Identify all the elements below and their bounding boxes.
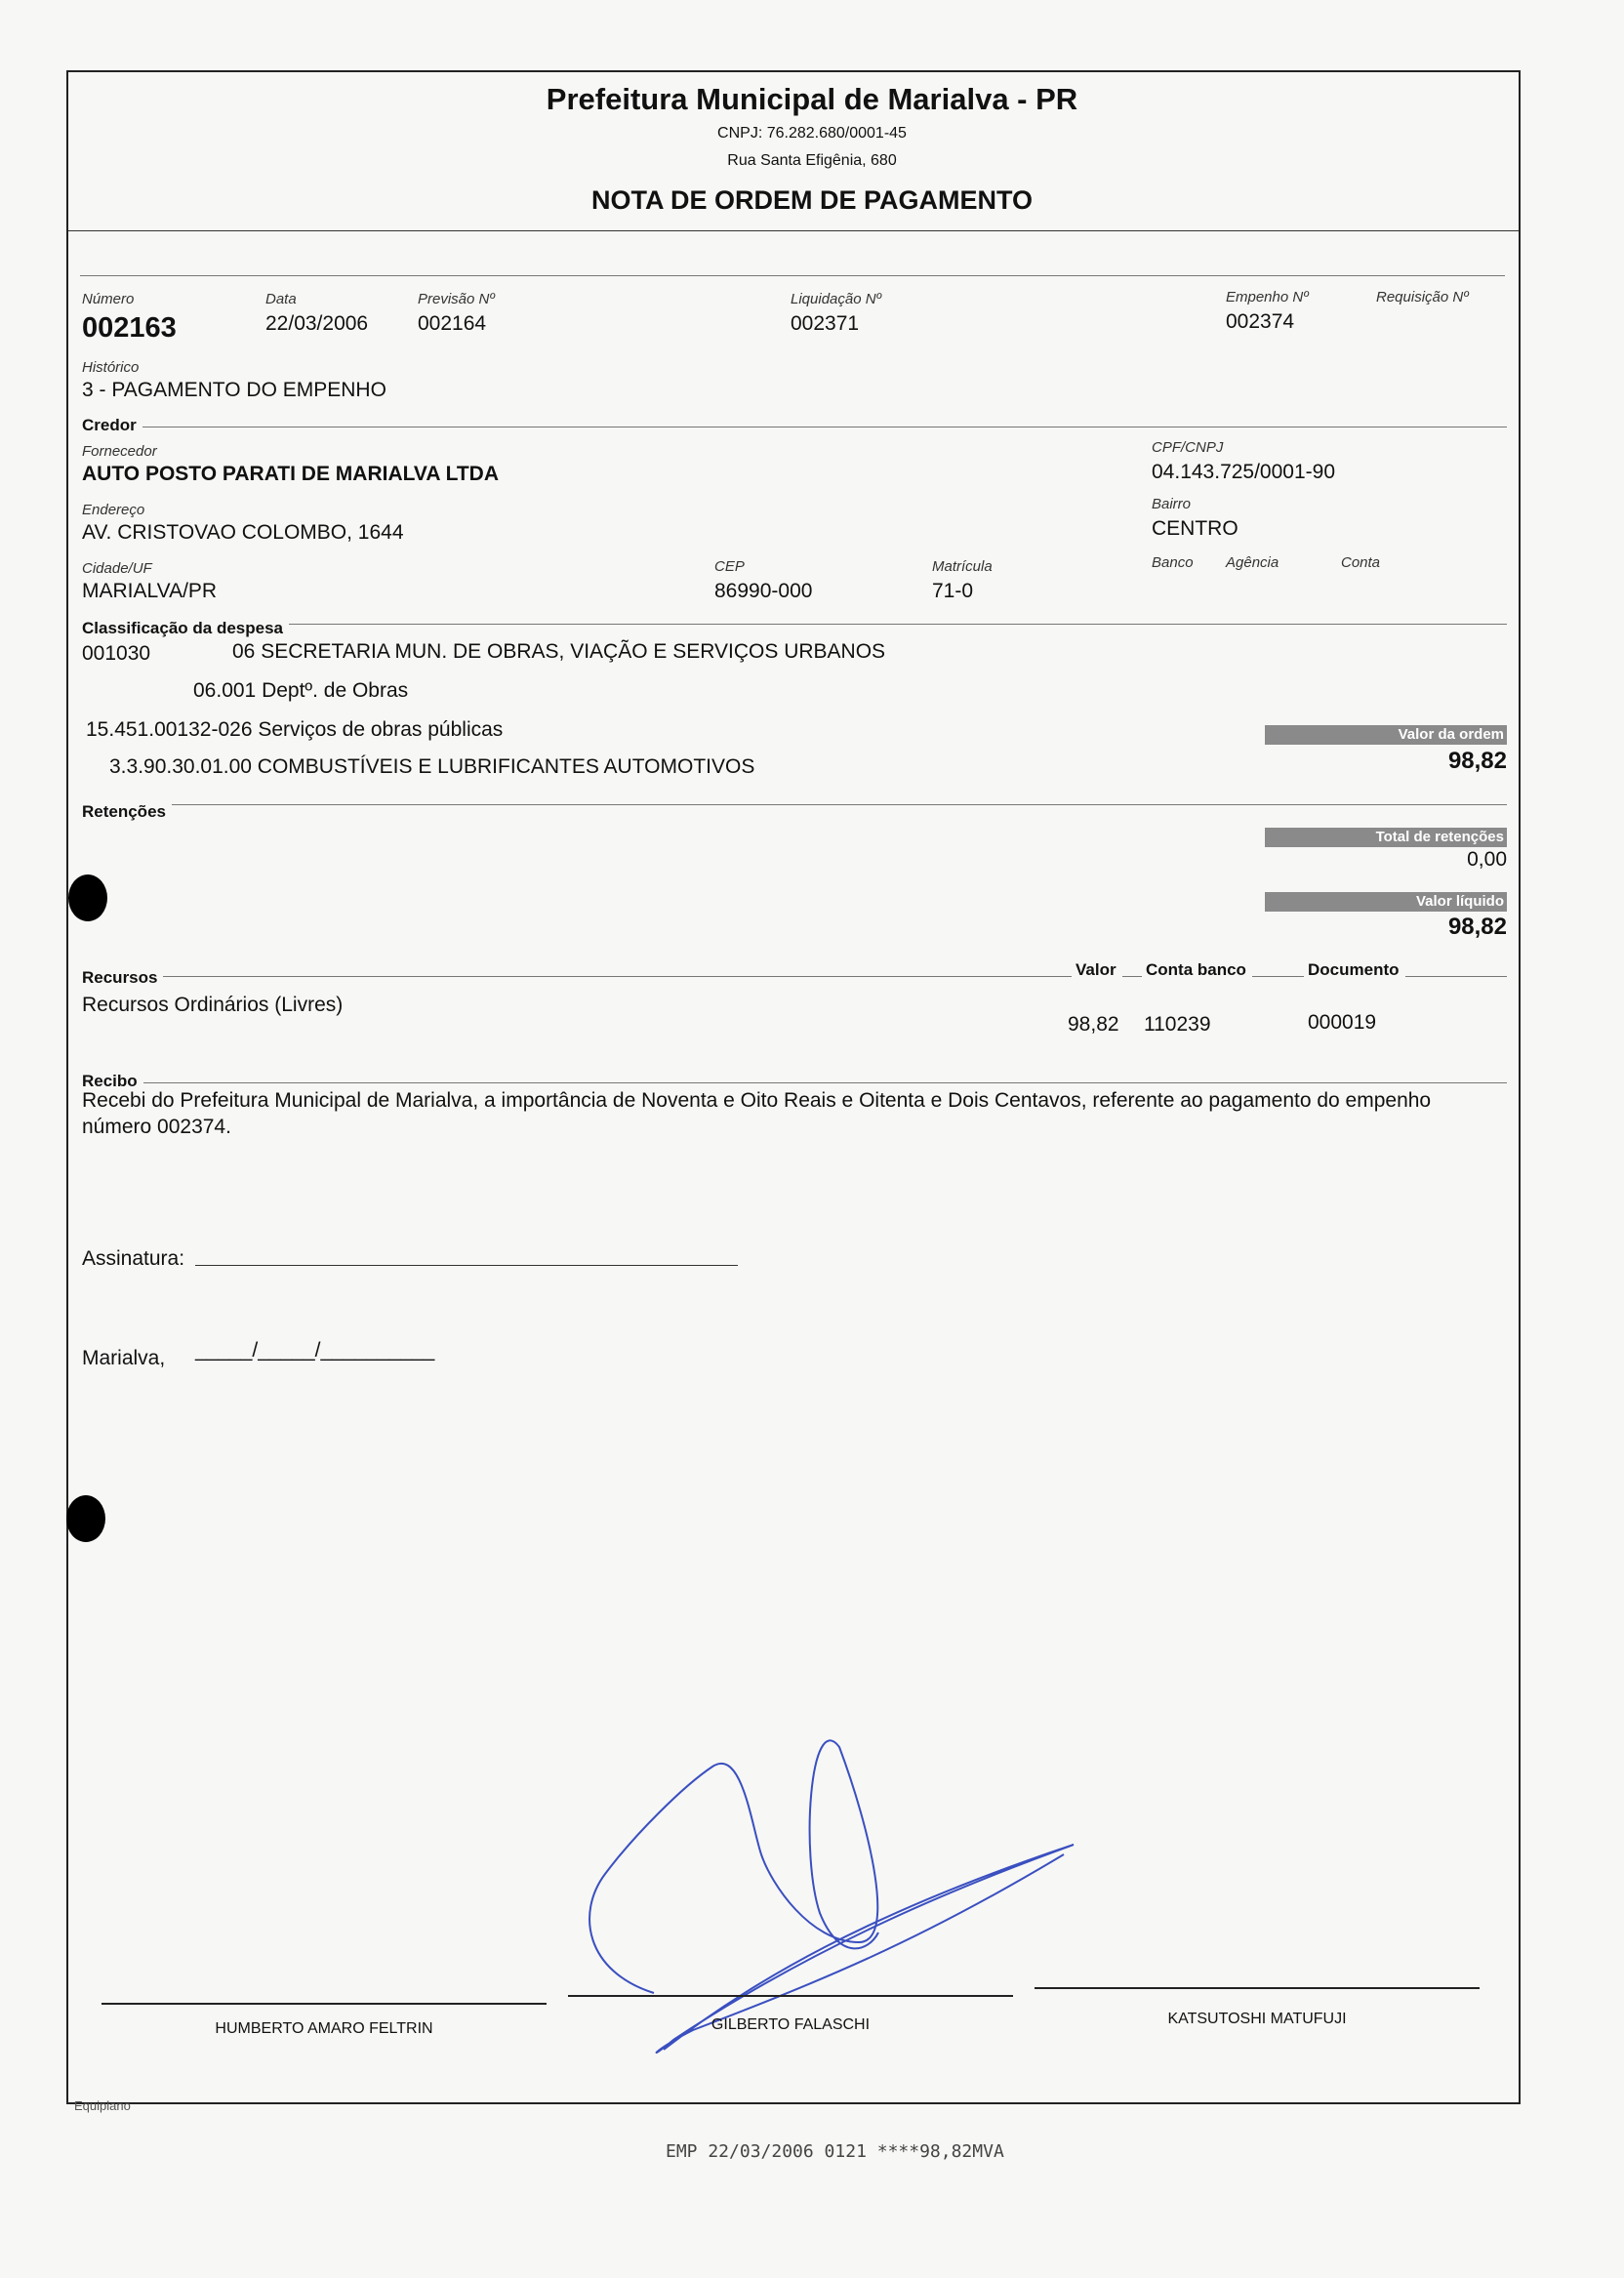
cpf-label: CPF/CNPJ	[1152, 439, 1224, 456]
valor-ordem-label: Valor da ordem	[1265, 725, 1507, 745]
recursos-conta: 110239	[1144, 1013, 1211, 1036]
recursos-documento-label: Documento	[1304, 960, 1405, 980]
bank-stamp: EMP 22/03/2006 0121 ****98,82MVA	[666, 2141, 1004, 2162]
historico-label: Histórico	[82, 359, 140, 376]
signatory-2: GILBERTO FALASCHI	[710, 2016, 871, 2033]
banco-label: Banco	[1152, 554, 1194, 571]
recibo-divider	[82, 1082, 1507, 1083]
signatory-3: KATSUTOSHI MATUFUJI	[1167, 2011, 1347, 2027]
empenho-label: Empenho Nº	[1226, 289, 1309, 305]
bairro-label: Bairro	[1152, 496, 1192, 512]
matricula-label: Matrícula	[932, 558, 993, 575]
signatory-1: HUMBERTO AMARO FELTRIN	[215, 2020, 433, 2037]
bairro-value: CENTRO	[1152, 517, 1238, 540]
matricula-value: 71-0	[932, 580, 974, 602]
endereco-label: Endereço	[82, 502, 145, 518]
data-label: Data	[265, 291, 297, 307]
recursos-valor-label: Valor	[1072, 960, 1122, 980]
numero-value: 002163	[82, 312, 177, 344]
punch-hole-bottom	[66, 1495, 105, 1542]
signature-line-3	[1035, 1987, 1480, 1989]
software-footer: Equiplano	[74, 2098, 131, 2113]
requisicao-label: Requisição Nº	[1376, 289, 1469, 305]
classificacao-divider	[82, 624, 1507, 625]
endereco-value: AV. CRISTOVAO COLOMBO, 1644	[82, 521, 404, 544]
total-retencoes-value: 0,00	[1467, 848, 1507, 871]
recursos-conta-label: Conta banco	[1142, 960, 1252, 980]
retencoes-section: Retenções	[82, 802, 172, 822]
top-divider	[80, 275, 1505, 276]
cidade-value: MARIALVA/PR	[82, 580, 218, 602]
credor-section: Credor	[82, 416, 142, 435]
valor-liquido-value: 98,82	[1447, 914, 1507, 940]
agencia-label: Agência	[1226, 554, 1279, 571]
data-value: 22/03/2006	[265, 312, 369, 335]
historico-value: 3 - PAGAMENTO DO EMPENHO	[82, 379, 386, 401]
recibo-section: Recibo	[82, 1072, 143, 1091]
valor-liquido-label: Valor líquido	[1265, 892, 1507, 912]
fornecedor-label: Fornecedor	[82, 443, 157, 460]
page-title: Prefeitura Municipal de Marialva - PR	[546, 82, 1078, 116]
fornecedor-value: AUTO POSTO PARATI DE MARIALVA LTDA	[82, 463, 499, 485]
punch-hole-top	[68, 875, 107, 921]
valor-ordem-value: 98,82	[1447, 748, 1507, 774]
classificacao-line-1: 06 SECRETARIA MUN. DE OBRAS, VIAÇÃO E SERVIÇOS URBANOS	[232, 640, 886, 663]
local-data-label: Marialva,	[82, 1347, 166, 1369]
liquidacao-label: Liquidação Nº	[791, 291, 882, 307]
recursos-valor: 98,82	[1068, 1013, 1119, 1036]
assinatura-label: Assinatura:	[82, 1247, 185, 1270]
previsao-value: 002164	[418, 312, 487, 335]
liquidacao-value: 002371	[791, 312, 860, 335]
recibo-text: Recebi do Prefeitura Municipal de Marialva, a importância de Noventa e Oito Reais e Oitenta e Dois Centavos, referente ao pagamento do empenho número 002374.	[82, 1089, 1432, 1138]
assinatura-line[interactable]	[195, 1265, 738, 1266]
classificacao-section: Classificação da despesa	[82, 619, 289, 638]
classificacao-code: 001030	[82, 642, 151, 665]
classificacao-line-4: 3.3.90.30.01.00 COMBUSTÍVEIS E LUBRIFICANTES AUTOMOTIVOS	[109, 755, 755, 778]
signature-line-1	[102, 2003, 547, 2005]
previsao-label: Previsão Nº	[418, 291, 495, 307]
date-blank[interactable]: _____/_____/__________	[195, 1339, 435, 1362]
cpf-value: 04.143.725/0001-90	[1152, 461, 1336, 483]
cidade-label: Cidade/UF	[82, 560, 152, 577]
recursos-documento: 000019	[1308, 1011, 1377, 1034]
header-divider	[68, 230, 1519, 231]
cep-value: 86990-000	[714, 580, 813, 602]
retencoes-divider	[82, 804, 1507, 805]
conta-label: Conta	[1341, 554, 1381, 571]
classificacao-line-3: 15.451.00132-026 Serviços de obras públicas	[86, 718, 504, 741]
cep-label: CEP	[714, 558, 745, 575]
numero-label: Número	[82, 291, 135, 307]
total-retencoes-label: Total de retenções	[1265, 828, 1507, 847]
empenho-value: 002374	[1226, 310, 1295, 333]
recursos-section: Recursos	[82, 968, 163, 988]
recursos-value: Recursos Ordinários (Livres)	[82, 994, 344, 1016]
signature-line-2	[568, 1995, 1013, 1997]
address-line: Rua Santa Efigênia, 680	[727, 152, 897, 169]
recursos-divider	[82, 976, 1507, 977]
document-title: NOTA DE ORDEM DE PAGAMENTO	[590, 185, 1033, 215]
cnpj-line: CNPJ: 76.282.680/0001-45	[717, 125, 907, 142]
classificacao-line-2: 06.001 Deptº. de Obras	[193, 679, 409, 702]
